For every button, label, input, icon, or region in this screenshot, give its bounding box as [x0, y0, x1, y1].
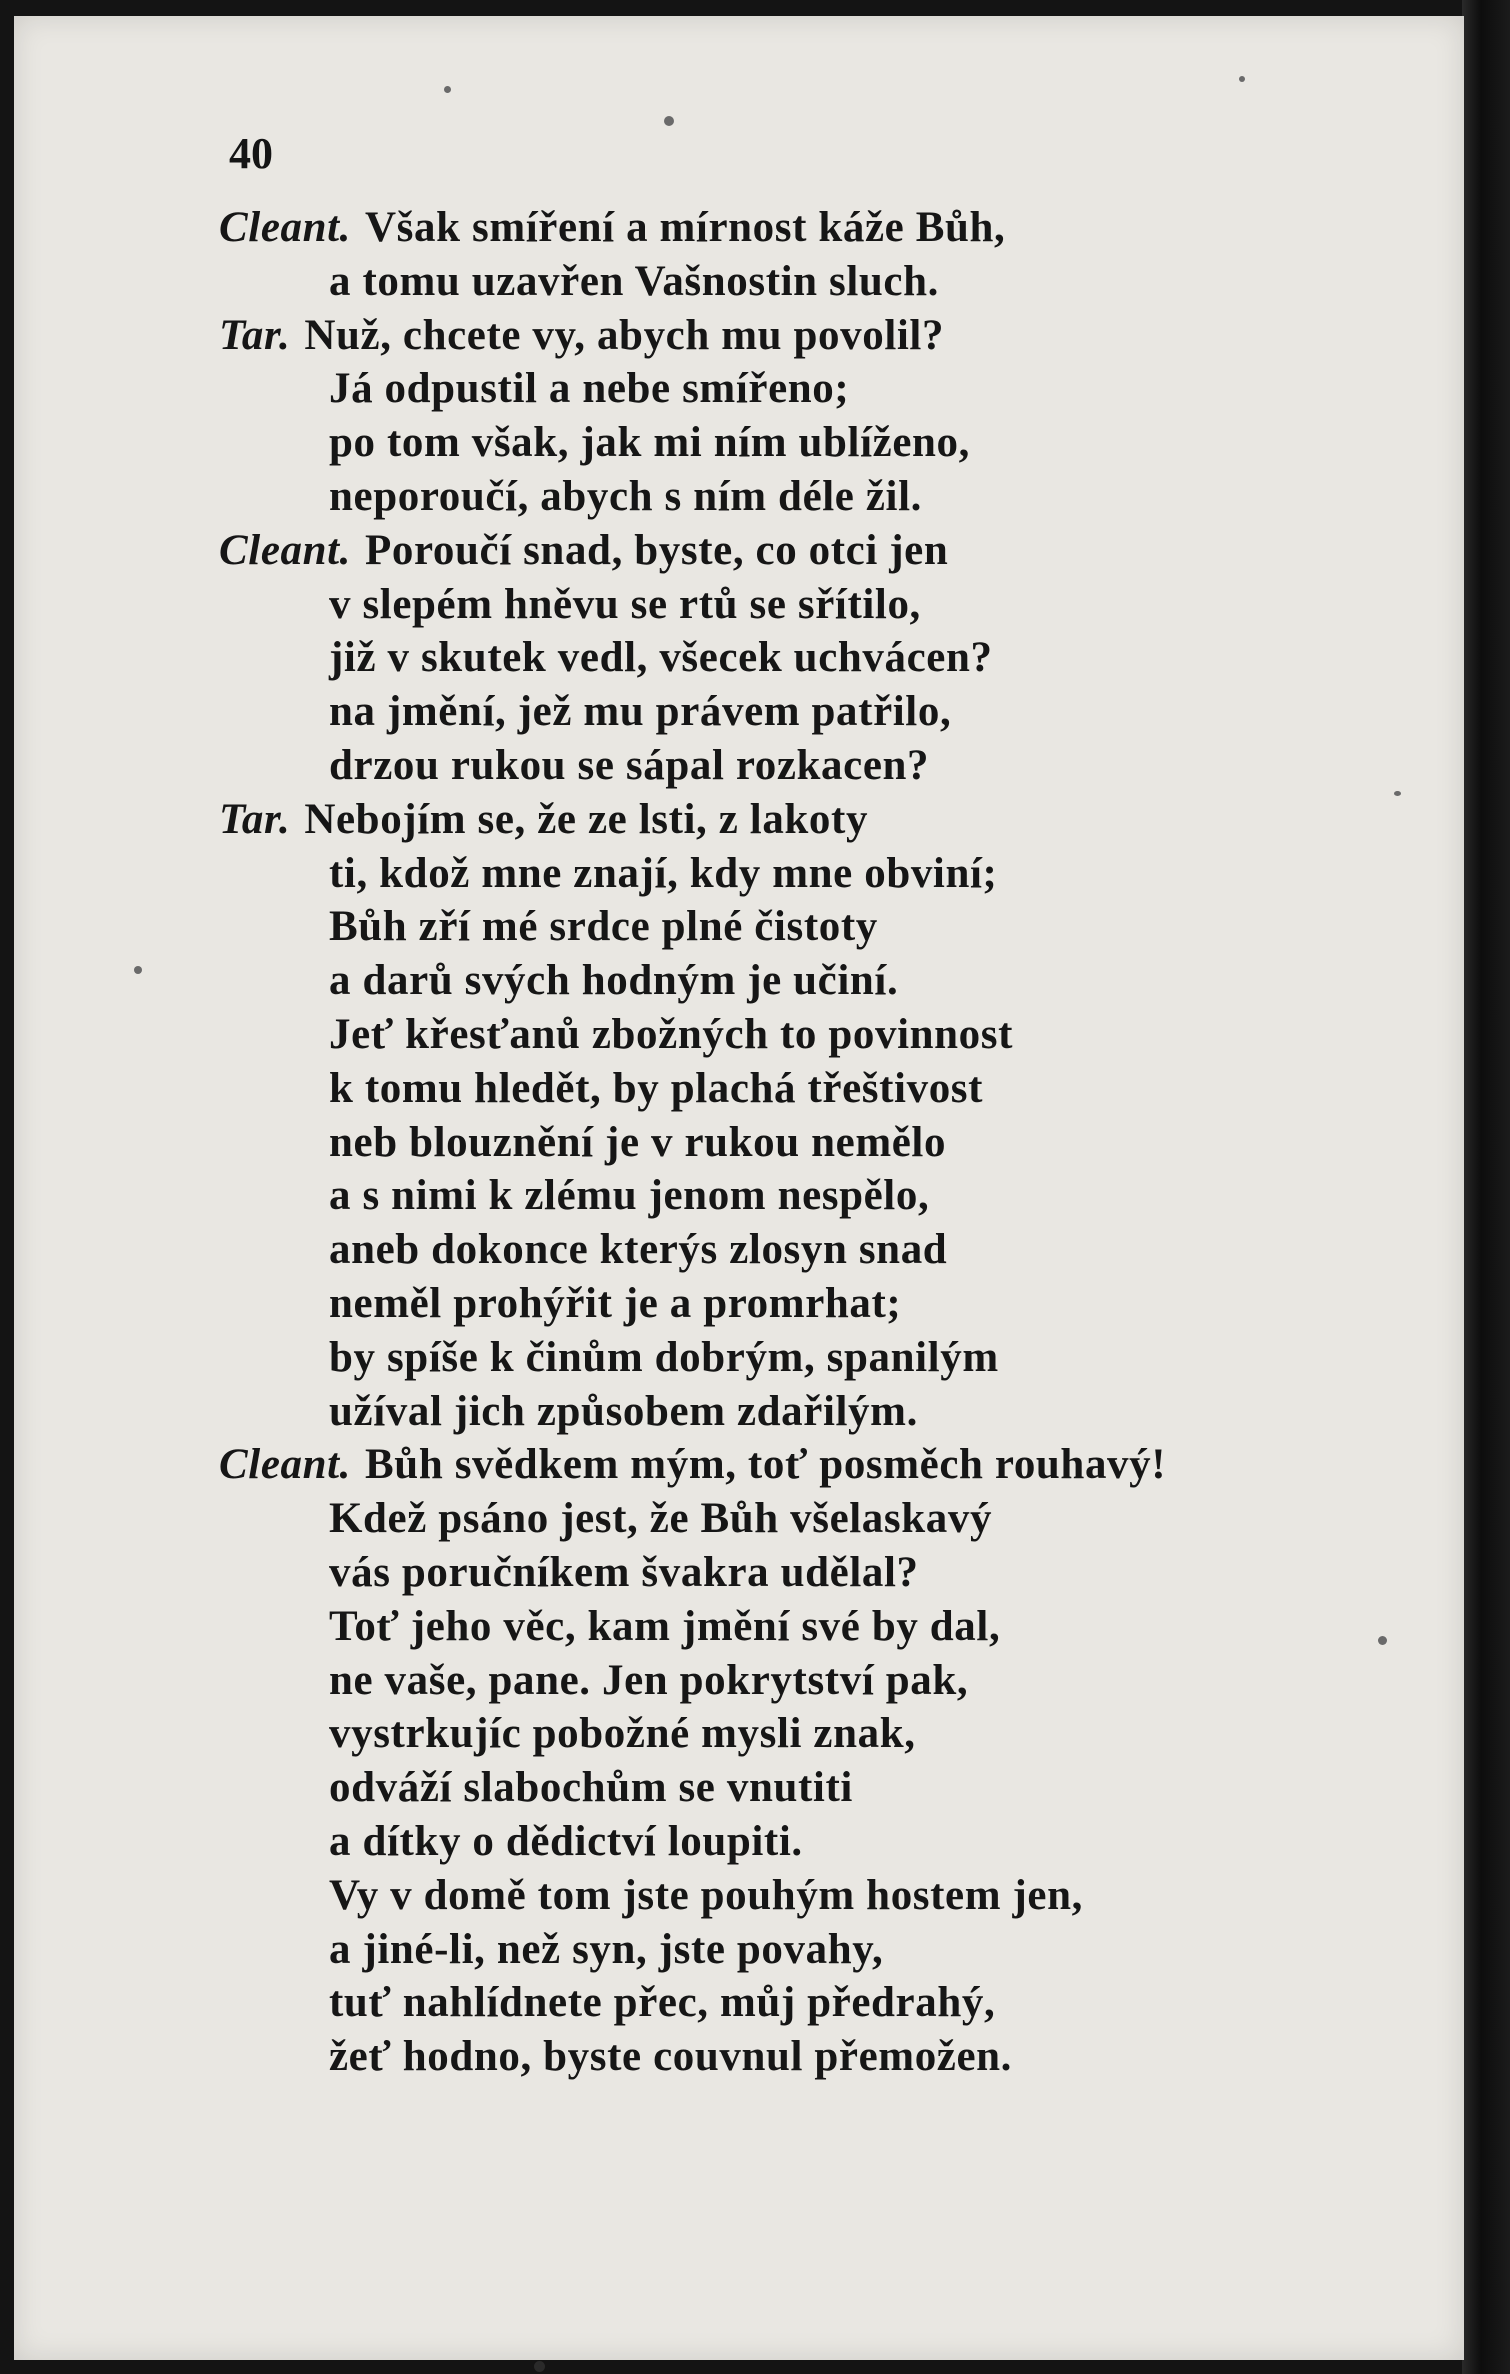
- verse-line-text: neměl prohýřit je a promrhat;: [329, 1280, 902, 1327]
- verse-line-text: na jmění, jež mu právem patřilo,: [329, 688, 952, 736]
- verse-line: [329, 1869, 1083, 1923]
- speaker-name: Cleant.: [219, 1441, 352, 1489]
- verse-line-text: k tomu hledět, by plachá třeštivost: [329, 1064, 984, 1112]
- verse-line: [329, 362, 849, 416]
- verse-line-text: po tom však, jak mi ním ublíženo,: [329, 419, 970, 467]
- verse-line: [329, 1277, 901, 1331]
- verse-line: [329, 1331, 999, 1385]
- verse-line-text: užíval jich způsobem zdařilým.: [329, 1387, 918, 1435]
- verse-line-text: v slepém hněvu se rtů se sřítilo,: [329, 580, 921, 628]
- verse-line-text: Bůh svědkem mým, toť posměch rouhavý!: [365, 1441, 1167, 1489]
- verse-line-text: aneb dokonce kterýs zlosyn snad: [329, 1226, 948, 1274]
- speaker-name: Cleant.: [219, 526, 352, 574]
- verse-line-text: vás poručníkem švakra udělal?: [329, 1549, 919, 1596]
- verse-line-text: Bůh zří mé srdce plné čistoty: [329, 903, 878, 951]
- verse-line: [329, 1815, 803, 1869]
- paper-speck: [134, 966, 142, 974]
- verse-line-text: drzou rukou se sápal rozkacen?: [329, 742, 930, 789]
- verse-line: [329, 1707, 916, 1761]
- verse-line-text: a jiné-li, než syn, jste povahy,: [329, 1925, 884, 1973]
- verse-line-text: Kdež psáno jest, že Bůh všelaskavý: [329, 1495, 993, 1543]
- verse-line-text: již v skutek vedl, všecek uchvácen?: [329, 634, 993, 682]
- verse-line: [219, 1438, 1166, 1492]
- verse-line: [329, 739, 929, 793]
- verse-line-text: ti, kdož mne znají, kdy mne obviní;: [329, 849, 998, 897]
- verse-line-text: Vy v domě tom jste pouhým hostem jen,: [329, 1871, 1083, 1919]
- verse-line: [329, 1223, 947, 1277]
- verse-line: [329, 470, 922, 524]
- verse-line-text: a darů svých hodným je učiní.: [329, 957, 899, 1005]
- verse-line: [329, 1654, 968, 1708]
- paper-speck: [444, 86, 451, 93]
- book-spine-edge: [1462, 0, 1510, 2374]
- verse-line: [329, 1492, 992, 1546]
- paper-speck: [1239, 76, 1245, 82]
- verse-line: [219, 524, 948, 578]
- verse-line: [329, 255, 939, 309]
- speaker-name: Tar.: [219, 795, 291, 843]
- verse-line-text: Jeť křesťanů zbožných to povinnost: [329, 1011, 1014, 1058]
- verse-line: [329, 847, 997, 901]
- verse-line: [329, 1761, 853, 1815]
- paper-speck: [1378, 1636, 1387, 1645]
- speaker-name: Tar.: [219, 311, 291, 359]
- verse-line-text: ne vaše, pane. Jen pokrytství pak,: [329, 1656, 969, 1704]
- verse-line: [329, 578, 921, 632]
- verse-line-text: odváží slabochům se vnutiti: [329, 1764, 853, 1812]
- verse-line-text: Nuž, chcete vy, abych mu povolil?: [304, 311, 945, 359]
- verse-line: [329, 1169, 929, 1223]
- verse-line: [329, 685, 951, 739]
- verse-line: [329, 631, 993, 685]
- page-number: 40: [229, 129, 273, 178]
- verse-line: [329, 1116, 946, 1170]
- verse-line: [219, 201, 1005, 255]
- verse-line: [219, 309, 944, 363]
- verse-line: [329, 1976, 995, 2030]
- verse-line: [329, 900, 878, 954]
- speaker-name: Cleant.: [219, 204, 352, 251]
- verse-line: [329, 1923, 883, 1977]
- verse-line: [329, 1546, 919, 1600]
- verse-line-text: neb blouznění je v rukou nemělo: [329, 1118, 947, 1166]
- verse-line: [329, 1385, 918, 1439]
- verse-line-text: Já odpustil a nebe smířeno;: [329, 365, 850, 413]
- verse-line-text: by spíše k činům dobrým, spanilým: [329, 1333, 999, 1381]
- verse-line-text: žeť hodno, byste couvnul přemožen.: [329, 2033, 1013, 2081]
- verse-line-text: a dítky o dědictví loupiti.: [329, 1818, 803, 1865]
- verse-line-text: Nebojím se, že ze lsti, z lakoty: [304, 795, 869, 843]
- verse-line-text: a tomu uzavřen Vašnostin sluch.: [329, 257, 939, 305]
- verse-line: [329, 2030, 1012, 2084]
- verse-line-text: neporoučí, abych s ním déle žil.: [329, 473, 922, 520]
- book-page: [14, 16, 1464, 2360]
- verse-line: [329, 1008, 1013, 1062]
- verse-line: [329, 416, 970, 470]
- verse-line-text: vystrkujíc pobožné mysli znak,: [329, 1710, 916, 1758]
- verse-line: [329, 1600, 1000, 1654]
- verse-line-text: Však smíření a mírnost káže Bůh,: [365, 204, 1006, 251]
- paper-speck: [664, 116, 674, 126]
- verse-line-text: Toť jeho věc, kam jmění své by dal,: [329, 1602, 1001, 1650]
- verse-line-text: tuť nahlídnete přec, můj předrahý,: [329, 1979, 996, 2027]
- paper-speck: [534, 2361, 545, 2372]
- verse-line-text: a s nimi k zlému jenom nespělo,: [329, 1172, 930, 1220]
- verse-line-text: Poroučí snad, byste, co otci jen: [365, 526, 949, 574]
- paper-speck: [1394, 791, 1401, 796]
- verse-line: [219, 793, 868, 847]
- verse-line: [329, 1062, 983, 1116]
- verse-line: [329, 954, 898, 1008]
